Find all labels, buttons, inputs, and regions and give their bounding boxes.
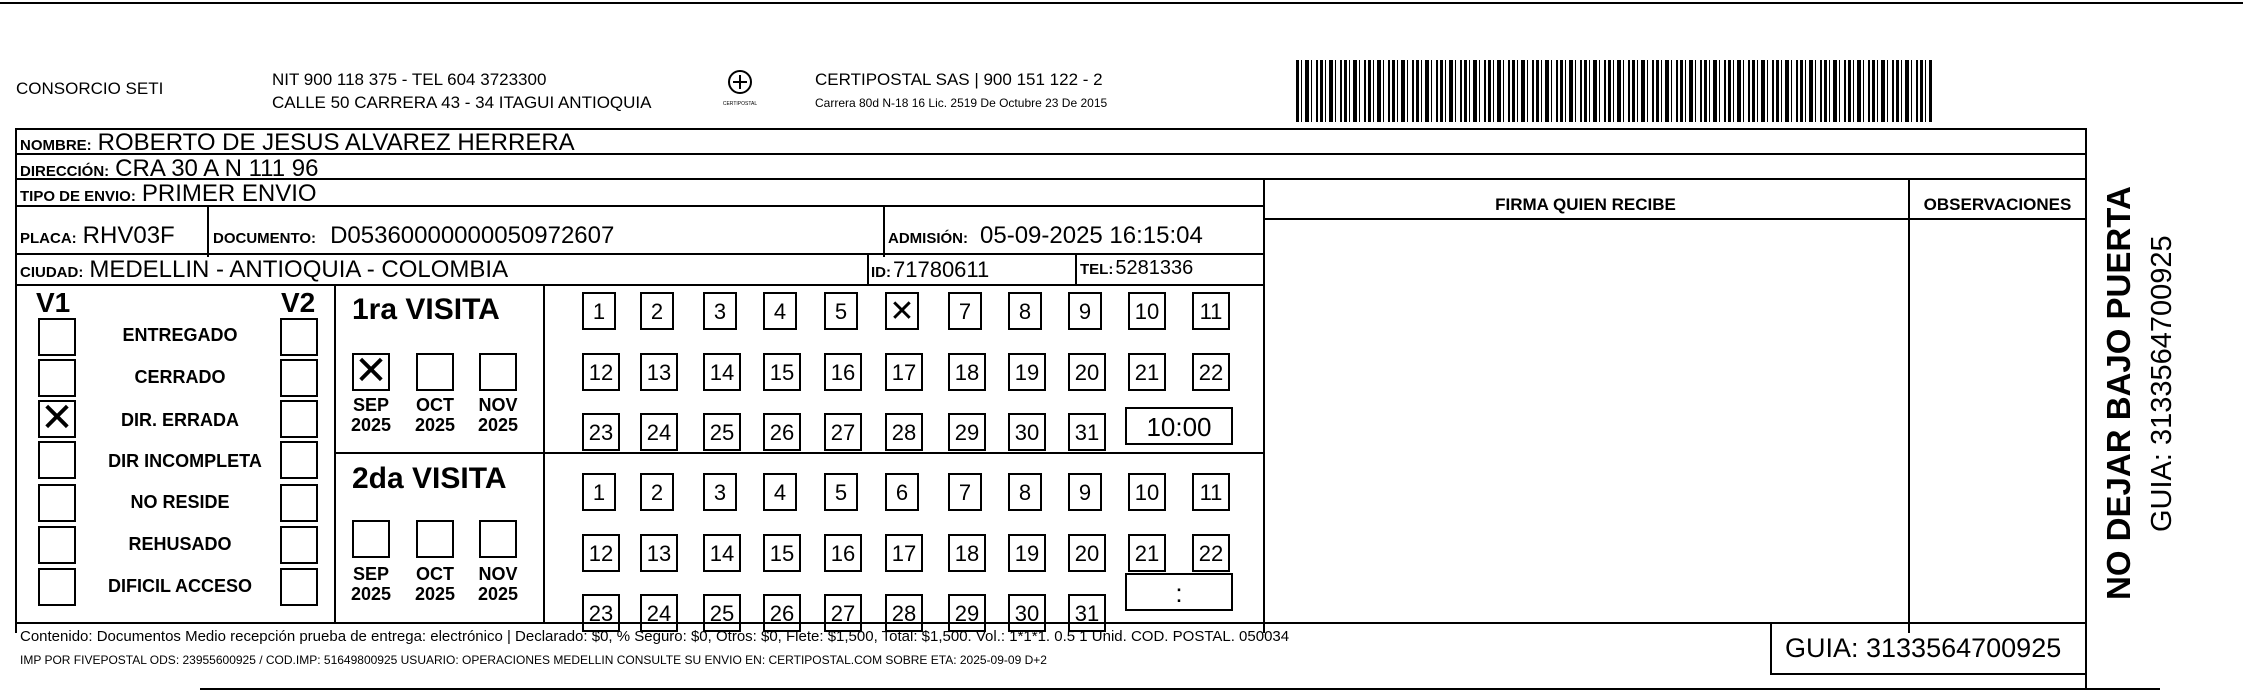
visit2-day-31[interactable]: 31 bbox=[1068, 594, 1106, 632]
visit2-day-4[interactable]: 4 bbox=[763, 473, 797, 511]
tipo-label: TIPO DE ENVIO: bbox=[20, 188, 136, 205]
v2-dir-incompleta-checkbox[interactable] bbox=[280, 441, 318, 479]
visit1-month-sep bbox=[345, 395, 397, 435]
nit-line: NIT 900 118 375 - TEL 604 3723300 bbox=[272, 70, 547, 89]
top-border bbox=[0, 2, 2243, 4]
visit1-day-14[interactable]: 14 bbox=[703, 353, 741, 391]
visit2-day-12[interactable]: 12 bbox=[582, 534, 620, 572]
visit2-day-24[interactable]: 24 bbox=[640, 594, 678, 632]
month-name: SEP bbox=[352, 564, 390, 584]
month-name: NOV bbox=[478, 564, 518, 584]
month-year: 2025 bbox=[414, 415, 456, 435]
visit2-day-26[interactable]: 26 bbox=[763, 594, 801, 632]
visit1-sep-checkbox[interactable]: ✕ bbox=[352, 353, 390, 391]
visit2-day-11[interactable]: 11 bbox=[1192, 473, 1230, 511]
visit1-day-30[interactable]: 30 bbox=[1008, 413, 1046, 451]
row-line bbox=[15, 284, 1265, 286]
tel-value: 5281336 bbox=[1115, 257, 1194, 279]
left-border bbox=[15, 128, 17, 633]
visit1-day-1[interactable]: 1 bbox=[582, 292, 616, 330]
visit2-day-14[interactable]: 14 bbox=[703, 534, 741, 572]
visit2-day-28[interactable]: 28 bbox=[885, 594, 923, 632]
month-name: SEP bbox=[352, 395, 390, 415]
status-dir-incompleta: DIR INCOMPLETA bbox=[108, 451, 262, 471]
v2-cerrado-checkbox[interactable] bbox=[280, 359, 318, 397]
visit2-day-30[interactable]: 30 bbox=[1008, 594, 1046, 632]
visit1-day-17[interactable]: 17 bbox=[885, 353, 923, 391]
visit2-day-6[interactable]: 6 bbox=[885, 473, 919, 511]
observaciones-header: OBSERVACIONES bbox=[1923, 195, 2072, 214]
visit2-day-2[interactable]: 2 bbox=[640, 473, 674, 511]
v1-entregado-checkbox[interactable] bbox=[38, 318, 76, 356]
row-line bbox=[15, 622, 2087, 624]
visit2-day-21[interactable]: 21 bbox=[1128, 534, 1166, 572]
month-year: 2025 bbox=[477, 584, 519, 604]
visit2-day-1[interactable]: 1 bbox=[582, 473, 616, 511]
visit2-day-29[interactable]: 29 bbox=[948, 594, 986, 632]
visit1-day-11[interactable]: 11 bbox=[1192, 292, 1230, 330]
direccion-value: CRA 30 A N 111 96 bbox=[115, 155, 319, 182]
v2-label: V2 bbox=[281, 287, 316, 318]
id-label: ID: bbox=[871, 264, 891, 281]
row-line bbox=[15, 253, 1265, 255]
visit1-day-31[interactable]: 31 bbox=[1068, 413, 1106, 451]
direccion-label: DIRECCIÓN: bbox=[20, 163, 110, 180]
status-dir-errada: DIR. ERRADA bbox=[120, 410, 239, 430]
documento-value: D05360000000050972607 bbox=[330, 222, 615, 249]
visit1-day-20[interactable]: 20 bbox=[1068, 353, 1106, 391]
month-name: OCT bbox=[416, 395, 454, 415]
visit1-day-7[interactable]: 7 bbox=[948, 292, 982, 330]
right-border bbox=[2085, 128, 2087, 690]
nombre-field bbox=[20, 129, 575, 157]
visit2-day-13[interactable]: 13 bbox=[640, 534, 678, 572]
visit1-month-oct bbox=[409, 395, 461, 435]
status-dificil-acceso: DIFICIL ACCESO bbox=[107, 576, 252, 596]
visit2-nov-checkbox[interactable] bbox=[479, 520, 517, 558]
month-year: 2025 bbox=[414, 584, 456, 604]
ciudad-value: MEDELLIN - ANTIOQUIA - COLOMBIA bbox=[89, 256, 509, 283]
v1-cerrado-checkbox[interactable] bbox=[38, 359, 76, 397]
placa-value: RHV03F bbox=[82, 222, 175, 249]
status-cerrado: CERRADO bbox=[134, 367, 226, 387]
visit2-day-16[interactable]: 16 bbox=[824, 534, 862, 572]
visit2-day-7[interactable]: 7 bbox=[948, 473, 982, 511]
admision-field bbox=[888, 222, 1203, 250]
visit2-day-15[interactable]: 15 bbox=[763, 534, 801, 572]
id-field bbox=[871, 257, 989, 283]
month-year: 2025 bbox=[477, 415, 519, 435]
visit2-day-23[interactable]: 23 bbox=[582, 594, 620, 632]
visit2-day-20[interactable]: 20 bbox=[1068, 534, 1106, 572]
carrier-license: Carrera 80d N-18 16 Lic. 2519 De Octubre 23 De 2015 bbox=[815, 96, 1108, 110]
month-name: NOV bbox=[478, 395, 518, 415]
col-line bbox=[334, 284, 336, 624]
visit1-day-5[interactable]: 5 bbox=[824, 292, 858, 330]
tipo-value: PRIMER ENVIO bbox=[141, 180, 317, 207]
visit1-day-21[interactable]: 21 bbox=[1128, 353, 1166, 391]
visit2-title: 2da VISITA bbox=[352, 462, 507, 495]
visit1-day-15[interactable]: 15 bbox=[763, 353, 801, 391]
col-line bbox=[1770, 622, 1772, 675]
tel-field bbox=[1080, 257, 1193, 280]
visit1-day-6[interactable]: ✕ bbox=[885, 292, 919, 330]
visit1-day-19[interactable]: 19 bbox=[1008, 353, 1046, 391]
visit1-day-12[interactable]: 12 bbox=[582, 353, 620, 391]
visit1-day-8[interactable]: 8 bbox=[1008, 292, 1042, 330]
side-guia: GUIA: 3133564700925 bbox=[2146, 235, 2178, 532]
row-line bbox=[1263, 218, 2085, 220]
v1-rehusado-checkbox[interactable] bbox=[38, 526, 76, 564]
col-line bbox=[1908, 178, 1910, 633]
visit2-day-9[interactable]: 9 bbox=[1068, 473, 1102, 511]
visit1-day-4[interactable]: 4 bbox=[763, 292, 797, 330]
visit2-day-5[interactable]: 5 bbox=[824, 473, 858, 511]
ciudad-field bbox=[20, 256, 508, 284]
v1-dir-errada-checkbox[interactable]: ✕ bbox=[38, 400, 76, 438]
bottom-border bbox=[200, 688, 2160, 690]
tel-label: TEL: bbox=[1080, 261, 1114, 278]
visit1-day-3[interactable]: 3 bbox=[703, 292, 737, 330]
visit2-sep-checkbox[interactable] bbox=[352, 520, 390, 558]
documento-label: DOCUMENTO: bbox=[213, 230, 317, 247]
month-name: OCT bbox=[416, 564, 454, 584]
v2-dir-errada-checkbox[interactable] bbox=[280, 400, 318, 438]
nombre-label: NOMBRE: bbox=[20, 137, 92, 154]
v2-rehusado-checkbox[interactable] bbox=[280, 526, 318, 564]
footer-content: Contenido: Documentos Medio recepción prueba de entrega: electrónico | Declarado: $0, % Seguro: $0, Otros: $0, Flete: $1,500, Total: $1,500. Vol.: 1*1*1. 0.5 1 Unid. COD. POSTAL. 050034 bbox=[20, 628, 1290, 645]
id-value: 71780611 bbox=[893, 257, 990, 282]
visit1-day-18[interactable]: 18 bbox=[948, 353, 986, 391]
logo-text: CERTIPOSTAL bbox=[722, 101, 758, 107]
v1-no-reside-checkbox[interactable] bbox=[38, 484, 76, 522]
visit1-day-2[interactable]: 2 bbox=[640, 292, 674, 330]
visit1-day-28[interactable]: 28 bbox=[885, 413, 923, 451]
row-line bbox=[1770, 673, 2087, 675]
address-line: CALLE 50 CARRERA 43 - 34 ITAGUI ANTIOQUIA bbox=[272, 93, 652, 112]
visit2-month-oct bbox=[409, 564, 461, 604]
col-line bbox=[1263, 178, 1265, 633]
visit2-day-3[interactable]: 3 bbox=[703, 473, 737, 511]
row-line bbox=[334, 452, 1265, 454]
visit2-month-nov bbox=[472, 564, 524, 604]
visit1-nov-checkbox[interactable] bbox=[479, 353, 517, 391]
visit2-day-19[interactable]: 19 bbox=[1008, 534, 1046, 572]
sender-name: CONSORCIO SETI bbox=[16, 79, 164, 98]
col-line bbox=[207, 205, 209, 257]
visit1-day-27[interactable]: 27 bbox=[824, 413, 862, 451]
side-warning: NO DEJAR BAJO PUERTA bbox=[2100, 186, 2137, 600]
visit1-month-nov bbox=[472, 395, 524, 435]
visit2-day-22[interactable]: 22 bbox=[1192, 534, 1230, 572]
row-line bbox=[15, 178, 2087, 180]
firma-header: FIRMA QUIEN RECIBE bbox=[1495, 195, 1676, 214]
visit1-day-9[interactable]: 9 bbox=[1068, 292, 1102, 330]
v2-dificil-acceso-checkbox[interactable] bbox=[280, 568, 318, 606]
v1-label: V1 bbox=[36, 287, 71, 318]
visit1-day-13[interactable]: 13 bbox=[640, 353, 678, 391]
tipo-field bbox=[20, 180, 317, 208]
visit1-time-box[interactable]: 10:00 bbox=[1125, 407, 1233, 445]
placa-label: PLACA: bbox=[20, 230, 77, 247]
logo-icon bbox=[723, 68, 757, 96]
month-year: 2025 bbox=[350, 584, 392, 604]
status-no-reside: NO RESIDE bbox=[130, 492, 230, 512]
visit2-day-25[interactable]: 25 bbox=[703, 594, 741, 632]
admision-value: 05-09-2025 16:15:04 bbox=[980, 222, 1203, 249]
admision-label: ADMISIÓN: bbox=[888, 230, 968, 247]
visit2-day-17[interactable]: 17 bbox=[885, 534, 923, 572]
visit2-oct-checkbox[interactable] bbox=[416, 520, 454, 558]
certipostal-logo bbox=[710, 68, 770, 107]
placa-field bbox=[20, 222, 175, 250]
visit1-title: 1ra VISITA bbox=[352, 293, 500, 326]
visit1-day-22[interactable]: 22 bbox=[1192, 353, 1230, 391]
visit1-day-23[interactable]: 23 bbox=[582, 413, 620, 451]
direccion-field bbox=[20, 155, 318, 183]
visit2-day-27[interactable]: 27 bbox=[824, 594, 862, 632]
visit1-day-24[interactable]: 24 bbox=[640, 413, 678, 451]
visit2-day-18[interactable]: 18 bbox=[948, 534, 986, 572]
col-line bbox=[867, 253, 869, 285]
v1-dir-incompleta-checkbox[interactable] bbox=[38, 441, 76, 479]
v1-dificil-acceso-checkbox[interactable] bbox=[38, 568, 76, 606]
visit2-day-8[interactable]: 8 bbox=[1008, 473, 1042, 511]
barcode bbox=[1296, 60, 1932, 122]
col-line bbox=[1075, 253, 1077, 285]
month-year: 2025 bbox=[350, 415, 392, 435]
status-entregado: ENTREGADO bbox=[122, 325, 238, 345]
col-line bbox=[543, 284, 545, 624]
visit1-day-26[interactable]: 26 bbox=[763, 413, 801, 451]
footer-guia: GUIA: 3133564700925 bbox=[1785, 633, 2062, 663]
visit2-day-10[interactable]: 10 bbox=[1128, 473, 1166, 511]
row-line bbox=[15, 205, 1265, 207]
status-rehusado: REHUSADO bbox=[128, 534, 232, 554]
visit2-month-sep bbox=[345, 564, 397, 604]
col-line bbox=[883, 205, 885, 257]
visit1-day-25[interactable]: 25 bbox=[703, 413, 741, 451]
v2-no-reside-checkbox[interactable] bbox=[280, 484, 318, 522]
ciudad-label: CIUDAD: bbox=[20, 264, 84, 281]
carrier-name: CERTIPOSTAL SAS | 900 151 122 - 2 bbox=[815, 70, 1103, 89]
nombre-value: ROBERTO DE JESUS ALVAREZ HERRERA bbox=[97, 129, 575, 156]
visit1-oct-checkbox[interactable] bbox=[416, 353, 454, 391]
v2-entregado-checkbox[interactable] bbox=[280, 318, 318, 356]
documento-field bbox=[213, 222, 614, 250]
visit1-day-10[interactable]: 10 bbox=[1128, 292, 1166, 330]
footer-imp: IMP POR FIVEPOSTAL ODS: 23955600925 / COD.IMP: 51649800925 USUARIO: OPERACIONES MEDELLIN CONSULTE SU ENVIO EN: CERTIPOSTAL.COM SOBRE ETA: 2025-09-09 D+2 bbox=[20, 653, 1047, 667]
visit1-day-29[interactable]: 29 bbox=[948, 413, 986, 451]
visit1-day-16[interactable]: 16 bbox=[824, 353, 862, 391]
visit2-time-box[interactable]: : bbox=[1125, 573, 1233, 611]
